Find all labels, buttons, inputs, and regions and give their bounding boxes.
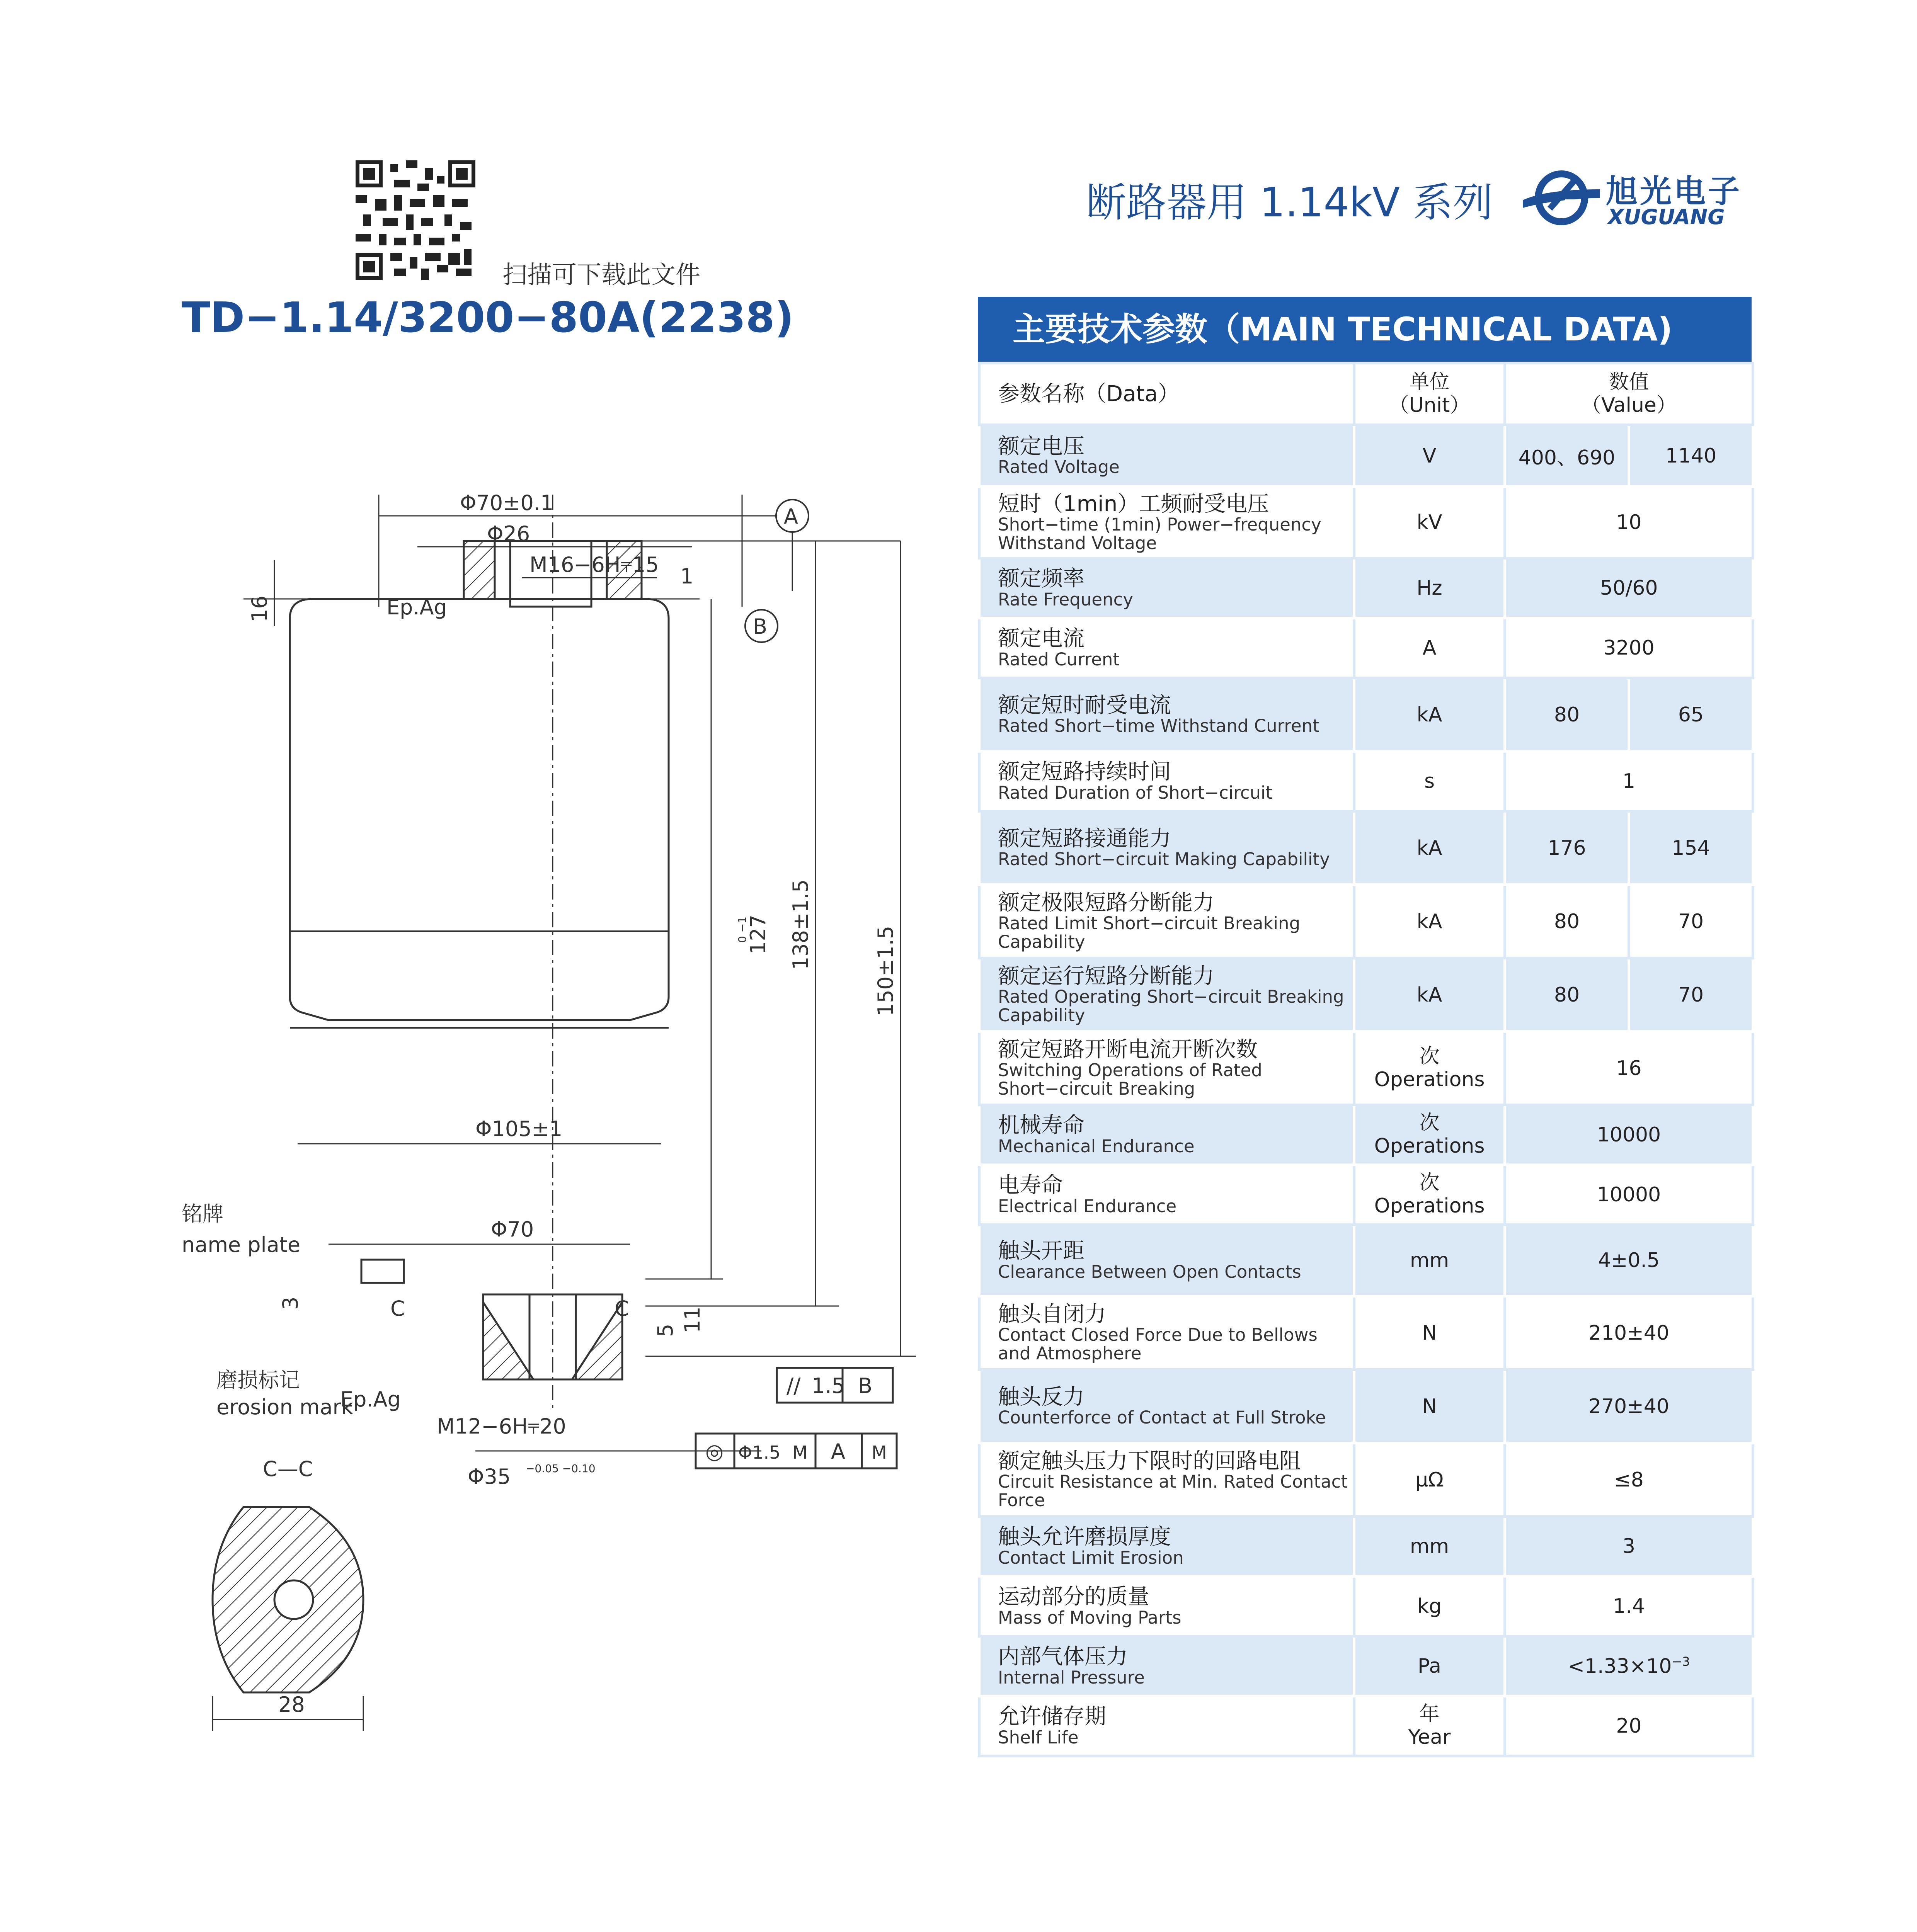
dim-one: 1 xyxy=(680,564,694,588)
dim-phi105: Φ105±1 xyxy=(475,1117,563,1141)
dim-h138: 138±1.5 xyxy=(788,879,813,970)
dim-m12-thread: M12−6H⫧20 xyxy=(437,1414,566,1439)
dim-eleven: 11 xyxy=(680,1306,705,1333)
table-row: 额定短路接通能力 Rated Short−circuit Making Capability kA 176 154 xyxy=(979,811,1753,885)
logo-chinese: 旭光电子 xyxy=(1606,173,1742,210)
table-row: 额定短路开断电流开断次数 Switching Operations of Rated Short−circuit Breaking 次 Operations 16 xyxy=(979,1032,1753,1105)
dim-h127-tol: 0 −1 xyxy=(736,917,749,943)
series-title: 断路器用 1.14kV 系列 xyxy=(1086,179,1493,226)
erosion-label-en: erosion mark xyxy=(216,1395,354,1419)
table-row: 额定短时耐受电流 Rated Short−time Withstand Current kA 80 65 xyxy=(979,678,1753,752)
dim-sixteen: 16 xyxy=(247,595,272,622)
datum-a: A xyxy=(784,504,798,529)
table-header-row xyxy=(979,363,1753,425)
dim-five: 5 xyxy=(653,1323,678,1337)
datum-b: B xyxy=(753,614,768,639)
table-row: 触头反力 Counterforce of Contact at Full Stroke N 270±40 xyxy=(979,1370,1753,1443)
table-row: 触头自闭力 Contact Closed Force Due to Bellows and Atmosphere N 210±40 xyxy=(979,1296,1753,1370)
section-c-left: C xyxy=(390,1296,405,1321)
model-title: TD−1.14/3200−80A(2238) xyxy=(182,294,794,342)
dim-phi70: Φ70 xyxy=(491,1217,534,1242)
parallel-value: 1.5 xyxy=(812,1374,845,1398)
table-row: 额定触头压力下限时的回路电阻 Circuit Resistance at Min. Rated Contact Force μΩ ≤8 xyxy=(979,1443,1753,1517)
coaxiality-value: Φ1.5 xyxy=(738,1442,781,1463)
table-row: 内部气体压力 Internal Pressure Pa $<1.33\times 10^{-3}$ xyxy=(979,1636,1753,1696)
parallel-datum: B xyxy=(858,1374,873,1398)
xuguang-logo-icon xyxy=(1523,162,1600,232)
main-table-title: 主要技术参数（MAIN TECHNICAL DATA) xyxy=(978,297,1752,362)
table-row: 短时（1min）工频耐受电压 Short−time (1min) Power−frequency Withstand Voltage kV 10 xyxy=(979,487,1753,558)
main-technical-data-table xyxy=(978,362,1754,1757)
table-row: 额定频率 Rate Frequency Hz 50/60 xyxy=(979,558,1753,618)
dim-phi35: Φ35 xyxy=(468,1464,511,1489)
coaxiality-mod-1: M xyxy=(792,1442,808,1463)
coaxiality-datum: A xyxy=(831,1439,845,1464)
table-row: 运动部分的质量 Mass of Moving Parts kg 1.4 xyxy=(979,1577,1753,1636)
dim-phi26: Φ26 xyxy=(487,522,530,546)
table-row: 额定运行短路分断能力 Rated Operating Short−circuit Breaking Capability kA 80 70 xyxy=(979,958,1753,1032)
dim-three: 3 xyxy=(278,1296,303,1310)
interrupter-body xyxy=(290,599,669,1020)
table-row: 允许储存期 Shelf Life 年 Year 20 xyxy=(979,1696,1753,1756)
plating-top: Ep.Ag xyxy=(386,595,447,619)
qr-code xyxy=(356,160,475,280)
dim-phi35-tol: −0.05 −0.10 xyxy=(526,1462,596,1475)
dim-h127: 127 xyxy=(746,914,770,954)
dim-phi70-tol: Φ70±0.1 xyxy=(460,491,554,515)
coaxiality-mod-2: M xyxy=(872,1442,887,1463)
table-row: 额定电流 Rated Current A 3200 xyxy=(979,618,1753,678)
table-row: 额定电压 Rated Voltage V 400、690 1140 xyxy=(979,425,1753,487)
plating-bottom: Ep.Ag xyxy=(340,1387,401,1412)
table-row: 触头开距 Clearance Between Open Contacts mm 4±0.5 xyxy=(979,1225,1753,1296)
dim-h150: 150±1.5 xyxy=(873,925,898,1016)
table-row: 触头允许磨损厚度 Contact Limit Erosion mm 3 xyxy=(979,1517,1753,1577)
value-header: 数值 （Value） xyxy=(1505,363,1753,425)
scan-to-download-text: 扫描可下载此文件 xyxy=(502,261,700,289)
nameplate-label-en: name plate xyxy=(182,1233,301,1257)
nameplate-label-cn: 铭牌 xyxy=(182,1202,223,1226)
erosion-label-cn: 磨损标记 xyxy=(216,1368,300,1392)
param-header: 参数名称（Data） xyxy=(979,363,1354,425)
logo-english: XUGUANG xyxy=(1608,205,1725,229)
table-row: 额定极限短路分断能力 Rated Limit Short−circuit Breaking Capability kA 80 70 xyxy=(979,885,1753,958)
table-row: 电寿命 Electrical Endurance 次 Operations 10000 xyxy=(979,1165,1753,1225)
interrupter-technical-drawing xyxy=(182,444,955,1758)
coaxiality-symbol: ◎ xyxy=(705,1439,724,1464)
name-plate xyxy=(361,1260,404,1283)
section-c-right: C xyxy=(615,1296,629,1321)
table-row: 机械寿命 Mechanical Endurance 次 Operations 10000 xyxy=(979,1105,1753,1165)
dim-twentyeight: 28 xyxy=(278,1692,305,1717)
unit-header: 单位 （Unit） xyxy=(1354,363,1505,425)
parallel-symbol: // xyxy=(787,1374,801,1398)
section-cc-label: C—C xyxy=(263,1457,313,1481)
table-row: 额定短路持续时间 Rated Duration of Short−circuit s 1 xyxy=(979,752,1753,811)
dim-m16-thread: M16−6H⫧15 xyxy=(529,553,659,577)
